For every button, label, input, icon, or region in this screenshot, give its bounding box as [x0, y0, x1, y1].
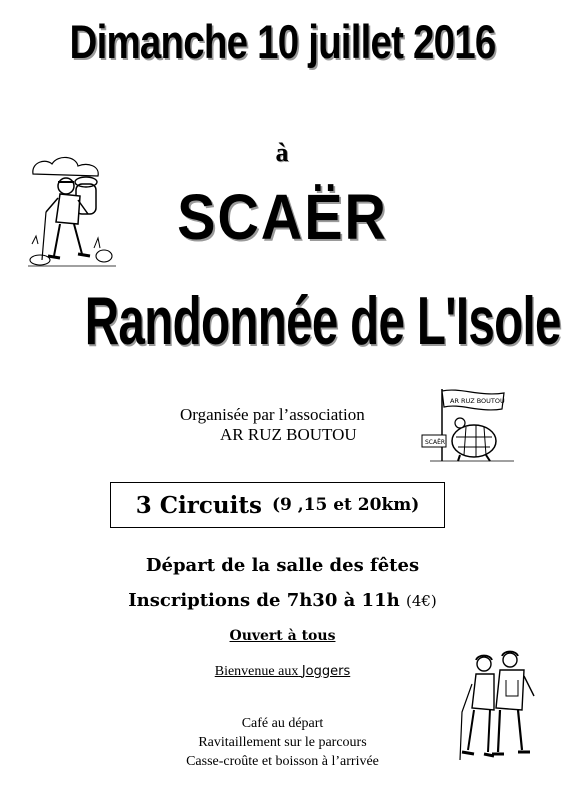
registration-text [0, 590, 565, 611]
turtle-flag-illustration [420, 385, 520, 465]
registration-hours: Inscriptions de 7h30 à 11h [128, 590, 400, 611]
open-to-all-text: Ouvert à tous [229, 628, 336, 644]
footer-info [0, 714, 565, 771]
registration-price: (4€) [405, 592, 437, 610]
footer-line-casse-croute: Casse-croûte et boisson à l’arrivée [186, 754, 379, 769]
circuits-box [110, 482, 445, 528]
flag-text: AR RUZ BOUTOU [450, 397, 505, 405]
sign-text: SCAËR [425, 439, 446, 446]
organizer-text [180, 405, 400, 445]
circuits-distances: (9 ,15 et 20km) [271, 495, 420, 515]
joggers-prefix: Bienvenue aux [214, 664, 299, 679]
poster-date-title: Dimanche 10 juillet 2016 [69, 15, 496, 68]
poster-preposition: à [275, 138, 289, 167]
hiker-illustration [28, 152, 118, 272]
footer-line-cafe: Café au départ [241, 716, 324, 731]
poster-city: SCAËR [177, 181, 388, 253]
poster-event-title: Randonnée de L'Isole [84, 283, 561, 359]
organizer-line-2: AR RUZ BOUTOU [220, 425, 357, 444]
circuits-count: 3 Circuits [135, 491, 262, 519]
footer-line-ravitaillement: Ravitaillement sur le parcours [198, 735, 367, 750]
departure-text: Départ de la salle des fêtes [145, 555, 420, 576]
joggers-word: Joggers [301, 664, 351, 679]
organizer-line-1: Organisée par l’association [180, 405, 365, 424]
